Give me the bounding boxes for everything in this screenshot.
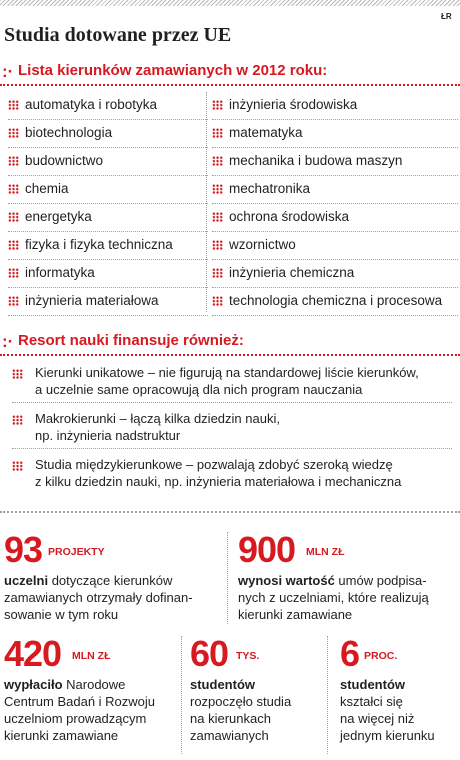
- list-item-text: biotechnologia: [25, 125, 113, 140]
- stat-description-bold: studentów: [340, 677, 405, 692]
- stat-unit: MLN ZŁ: [306, 546, 345, 558]
- item-divider: [12, 448, 452, 449]
- section-1-header: [0, 60, 460, 86]
- red-dot-square-icon: [212, 128, 223, 138]
- stat-divider: [181, 636, 182, 754]
- stat-unit: MLN ZŁ: [72, 650, 111, 662]
- stat-students-multi: [340, 633, 458, 751]
- section-bullet-icon: :·: [2, 332, 14, 351]
- list-item-text: inżynieria materiałowa: [25, 293, 159, 308]
- list-item: [212, 232, 458, 260]
- stat-students-started: [190, 633, 325, 751]
- red-dot-square-icon: [8, 296, 19, 306]
- stat-description-text: umów podpisa- nych z uczelniami, które realizują kierunki zamawiane: [238, 573, 429, 622]
- list-item-text: informatyka: [25, 265, 95, 280]
- red-dot-square-icon: [8, 156, 19, 166]
- stat-description: [4, 572, 193, 623]
- source-tag: ŁR: [441, 12, 452, 21]
- list-item-text: inżynieria środowiska: [229, 97, 358, 112]
- red-dot-square-icon: [8, 240, 19, 250]
- stat-paid-out: [4, 633, 179, 751]
- list-item: [8, 176, 208, 204]
- section-bullet-icon: :·: [2, 62, 14, 81]
- stat-description-text: dotyczące kierunków zamawianych otrzymały dofinan- sowanie w tym roku: [4, 573, 193, 622]
- stat-divider: [227, 532, 228, 624]
- fields-column-right: [212, 92, 458, 316]
- stat-value: 420: [4, 633, 62, 674]
- top-hatch-band: [0, 0, 460, 6]
- list-item-text: budownictwo: [25, 153, 104, 168]
- red-dot-square-icon: [8, 212, 19, 222]
- stat-value: 60: [190, 633, 229, 674]
- list-item-text: ochrona środowiska: [229, 209, 350, 224]
- column-divider: [206, 92, 207, 312]
- stat-description-text: kształci się na więcej niż jednym kierunku: [340, 694, 435, 743]
- fields-grid: [0, 92, 460, 312]
- section-2-title: Resort nauki finansuje również:: [18, 332, 244, 349]
- list-item-text: mechanika i budowa maszyn: [229, 153, 403, 168]
- red-dot-square-icon: [212, 296, 223, 306]
- red-dot-square-icon: [212, 100, 223, 110]
- red-dot-square-icon: [212, 184, 223, 194]
- red-dot-square-icon: [8, 268, 19, 278]
- red-dot-square-icon: [8, 100, 19, 110]
- list-item: [212, 204, 458, 232]
- stat-description: [340, 676, 435, 744]
- list-item: [212, 260, 458, 288]
- list-item: [212, 92, 458, 120]
- red-dot-square-icon: [8, 128, 19, 138]
- red-dot-square-icon: [212, 156, 223, 166]
- list-item: [8, 120, 208, 148]
- red-dot-square-icon: [212, 240, 223, 250]
- section-rule: [0, 84, 460, 86]
- list-item-text: wzornictwo: [229, 237, 296, 252]
- stat-description-text: Narodowe Centrum Badań i Rozwoju uczelniom prowadzącym kierunki zamawiane: [4, 677, 156, 743]
- list-item-text: technologia chemiczna i procesowa: [229, 293, 443, 308]
- list-item-text: mechatronika: [229, 181, 311, 196]
- list-item: [8, 260, 208, 288]
- list-item: [212, 288, 458, 316]
- stat-divider: [327, 636, 328, 754]
- list-item-text: inżynieria chemiczna: [229, 265, 355, 280]
- stat-value: 93: [4, 529, 43, 570]
- list-item-text: Makrokierunki – łączą kilka dziedzin nauki, np. inżynieria nadstruktur: [35, 411, 280, 443]
- stat-unit: PROJEKTY: [48, 546, 105, 558]
- list-item-text: matematyka: [229, 125, 303, 140]
- list-item: [8, 232, 208, 260]
- red-dot-square-icon: [12, 369, 23, 379]
- list-item: [212, 148, 458, 176]
- list-item: [8, 288, 208, 316]
- stat-value: 900: [238, 529, 296, 570]
- red-dot-square-icon: [12, 461, 23, 471]
- stat-description-bold: uczelni: [4, 573, 49, 588]
- red-dot-square-icon: [212, 268, 223, 278]
- list-item: [8, 92, 208, 120]
- stat-description: [190, 676, 291, 744]
- section-rule: [0, 354, 460, 356]
- section-2-header: [0, 330, 460, 356]
- list-item: [8, 204, 208, 232]
- item-divider: [12, 402, 452, 403]
- stats-separator: [0, 511, 460, 513]
- stat-unit: TYS.: [236, 650, 260, 662]
- stat-description: [238, 572, 429, 623]
- red-dot-square-icon: [12, 415, 23, 425]
- list-item: [212, 120, 458, 148]
- list-item-text: Studia międzykierunkowe – pozwalają zdobyć szeroką wiedzę z kilku dziedzin nauki, np. inżynieria materiałowa i mechaniczna: [35, 457, 402, 489]
- red-dot-square-icon: [8, 184, 19, 194]
- stat-description-bold: studentów: [190, 677, 255, 692]
- stat-projects: [4, 529, 224, 622]
- page-title: Studia dotowane przez UE: [4, 24, 232, 46]
- list-item-text: energetyka: [25, 209, 92, 224]
- stat-description: [4, 676, 155, 744]
- list-item-text: chemia: [25, 181, 69, 196]
- stat-description-bold: wynosi wartość: [238, 573, 335, 588]
- red-dot-square-icon: [212, 212, 223, 222]
- stat-contract-value: [238, 529, 458, 622]
- section-1-title: Lista kierunków zamawianych w 2012 roku:: [18, 62, 328, 79]
- stat-description-text: rozpoczęło studia na kierunkach zamawianych: [190, 694, 292, 743]
- list-item-text: fizyka i fizyka techniczna: [25, 237, 173, 252]
- stat-value: 6: [340, 633, 360, 674]
- stat-unit: PROC.: [364, 650, 398, 662]
- list-item: [8, 148, 208, 176]
- stat-description-bold: wypłaciło: [4, 677, 63, 692]
- fields-column-left: [8, 92, 208, 316]
- list-item: [212, 176, 458, 204]
- list-item-text: Kierunki unikatowe – nie figurują na standardowej liście kierunków, a uczelnie same opracowują dla nich program nauczania: [35, 365, 419, 397]
- list-item-text: automatyka i robotyka: [25, 97, 158, 112]
